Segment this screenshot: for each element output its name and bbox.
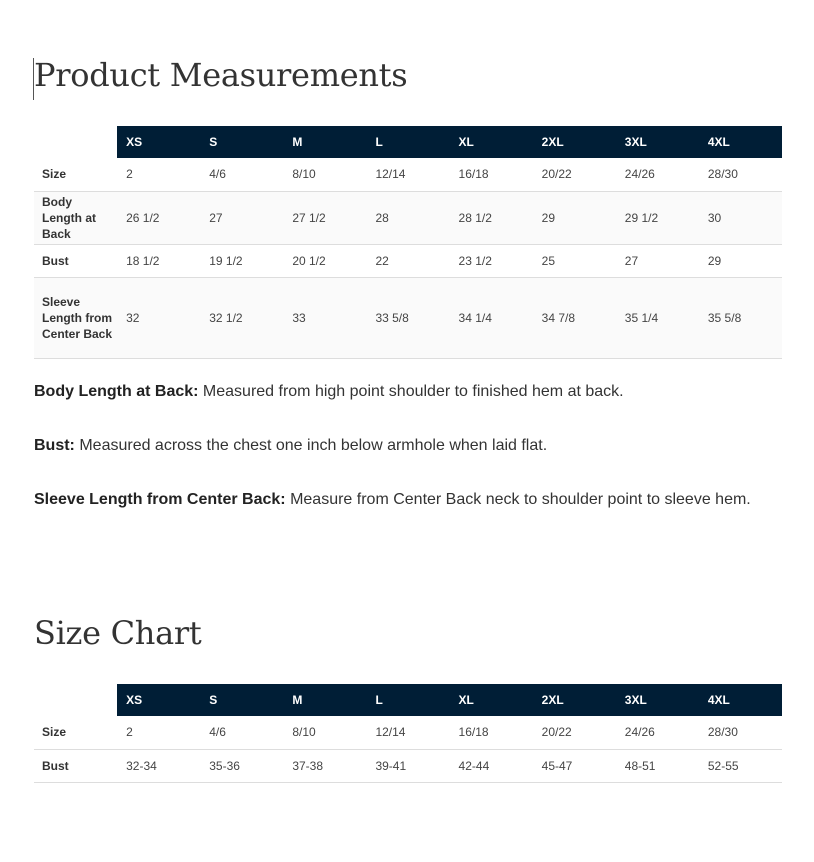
table-cell: 28/30 bbox=[707, 725, 738, 740]
row-label: Size bbox=[42, 725, 67, 740]
table-cell: 16/18 bbox=[458, 167, 489, 182]
note-text: Measured from high point shoulder to finished hem at back. bbox=[198, 383, 624, 400]
table-cell: 16/18 bbox=[458, 725, 489, 740]
table-cell: 34 7/8 bbox=[541, 310, 576, 325]
table-cell: 28 1/2 bbox=[458, 210, 492, 225]
table-cell: 33 bbox=[292, 310, 306, 325]
table-cell: 30 bbox=[707, 210, 722, 225]
size-column-header: 2XL bbox=[533, 684, 616, 716]
size-column-header: XS bbox=[117, 126, 200, 158]
table-cell: 39-41 bbox=[375, 758, 407, 773]
table-cell: 52-55 bbox=[707, 758, 739, 773]
table-cell: 8/10 bbox=[292, 725, 316, 740]
sleeve-length-note bbox=[34, 488, 754, 512]
size-chart-table bbox=[34, 684, 782, 783]
table-cell: 34 1/4 bbox=[458, 310, 492, 325]
table-corner-cell bbox=[34, 126, 117, 158]
size-column-header: L bbox=[366, 126, 449, 158]
table-cell: 2 bbox=[126, 167, 133, 182]
size-column-header: XL bbox=[450, 126, 533, 158]
table-cell: 35 5/8 bbox=[707, 310, 742, 325]
product-measurements-title: Product Measurements bbox=[34, 56, 408, 94]
table-cell: 27 bbox=[624, 253, 639, 268]
row-label: Bust bbox=[42, 758, 69, 773]
table-cell: 18 1/2 bbox=[126, 253, 160, 268]
table-cell: 22 bbox=[375, 253, 389, 268]
row-label: Sleeve Length from Center Back bbox=[42, 294, 113, 341]
size-column-header: XS bbox=[117, 684, 200, 716]
table-cell: 27 1/2 bbox=[292, 210, 326, 225]
table-cell: 24/26 bbox=[624, 167, 655, 182]
table-row bbox=[34, 716, 782, 749]
table-cell: 37-38 bbox=[292, 758, 324, 773]
table-cell: 20/22 bbox=[541, 725, 572, 740]
size-column-header: L bbox=[366, 684, 449, 716]
table-header-row bbox=[34, 126, 782, 158]
row-label: Body Length at Back bbox=[42, 194, 96, 241]
table-cell: 26 1/2 bbox=[126, 210, 160, 225]
size-chart-title: Size Chart bbox=[34, 614, 202, 652]
size-column-header: 3XL bbox=[616, 684, 699, 716]
table-cell: 45-47 bbox=[541, 758, 573, 773]
table-cell: 4/6 bbox=[209, 725, 226, 740]
product-measurements-table bbox=[34, 126, 782, 359]
note-text: Measure from Center Back neck to shoulder point to sleeve hem. bbox=[285, 491, 751, 508]
table-corner-cell bbox=[34, 684, 117, 716]
table-cell: 27 bbox=[209, 210, 223, 225]
table-row bbox=[34, 158, 782, 191]
table-cell: 2 bbox=[126, 725, 133, 740]
table-cell: 19 1/2 bbox=[209, 253, 243, 268]
table-cell: 42-44 bbox=[458, 758, 490, 773]
size-column-header: 2XL bbox=[533, 126, 616, 158]
row-label: Size bbox=[42, 167, 67, 182]
table-cell: 32 bbox=[126, 310, 140, 325]
size-column-header: S bbox=[200, 126, 283, 158]
table-cell: 32-34 bbox=[126, 758, 157, 773]
size-column-header: M bbox=[283, 684, 366, 716]
table-cell: 48-51 bbox=[624, 758, 656, 773]
table-cell: 29 bbox=[541, 210, 556, 225]
table-cell: 28 bbox=[375, 210, 389, 225]
table-cell: 20/22 bbox=[541, 167, 572, 182]
table-cell: 23 1/2 bbox=[458, 253, 492, 268]
row-label: Bust bbox=[42, 253, 69, 268]
table-cell: 35 1/4 bbox=[624, 310, 659, 325]
size-column-header: M bbox=[283, 126, 366, 158]
table-cell: 33 5/8 bbox=[375, 310, 409, 325]
table-cell: 12/14 bbox=[375, 725, 406, 740]
size-column-header: 4XL bbox=[699, 126, 782, 158]
table-cell: 24/26 bbox=[624, 725, 655, 740]
table-row bbox=[34, 749, 782, 782]
table-cell: 4/6 bbox=[209, 167, 226, 182]
note-term: Bust: bbox=[34, 437, 75, 454]
table-cell: 29 1/2 bbox=[624, 210, 659, 225]
size-column-header: XL bbox=[450, 684, 533, 716]
size-column-header: 3XL bbox=[616, 126, 699, 158]
table-row bbox=[34, 244, 782, 277]
table-cell: 20 1/2 bbox=[292, 253, 326, 268]
table-row bbox=[34, 191, 782, 244]
table-header-row bbox=[34, 684, 782, 716]
note-text: Measured across the chest one inch below armhole when laid flat. bbox=[74, 437, 548, 454]
table-cell: 25 bbox=[541, 253, 556, 268]
size-column-header: S bbox=[200, 684, 283, 716]
table-cell: 8/10 bbox=[292, 167, 316, 182]
note-term: Sleeve Length from Center Back: bbox=[34, 491, 286, 508]
table-row bbox=[34, 277, 782, 358]
size-column-header: 4XL bbox=[699, 684, 782, 716]
table-cell: 28/30 bbox=[707, 167, 738, 182]
table-cell: 32 1/2 bbox=[209, 310, 243, 325]
table-cell: 12/14 bbox=[375, 167, 406, 182]
bust-note bbox=[34, 434, 754, 458]
note-term: Body Length at Back: bbox=[34, 383, 199, 400]
body-length-note bbox=[34, 380, 754, 404]
table-cell: 29 bbox=[707, 253, 722, 268]
table-cell: 35-36 bbox=[209, 758, 240, 773]
